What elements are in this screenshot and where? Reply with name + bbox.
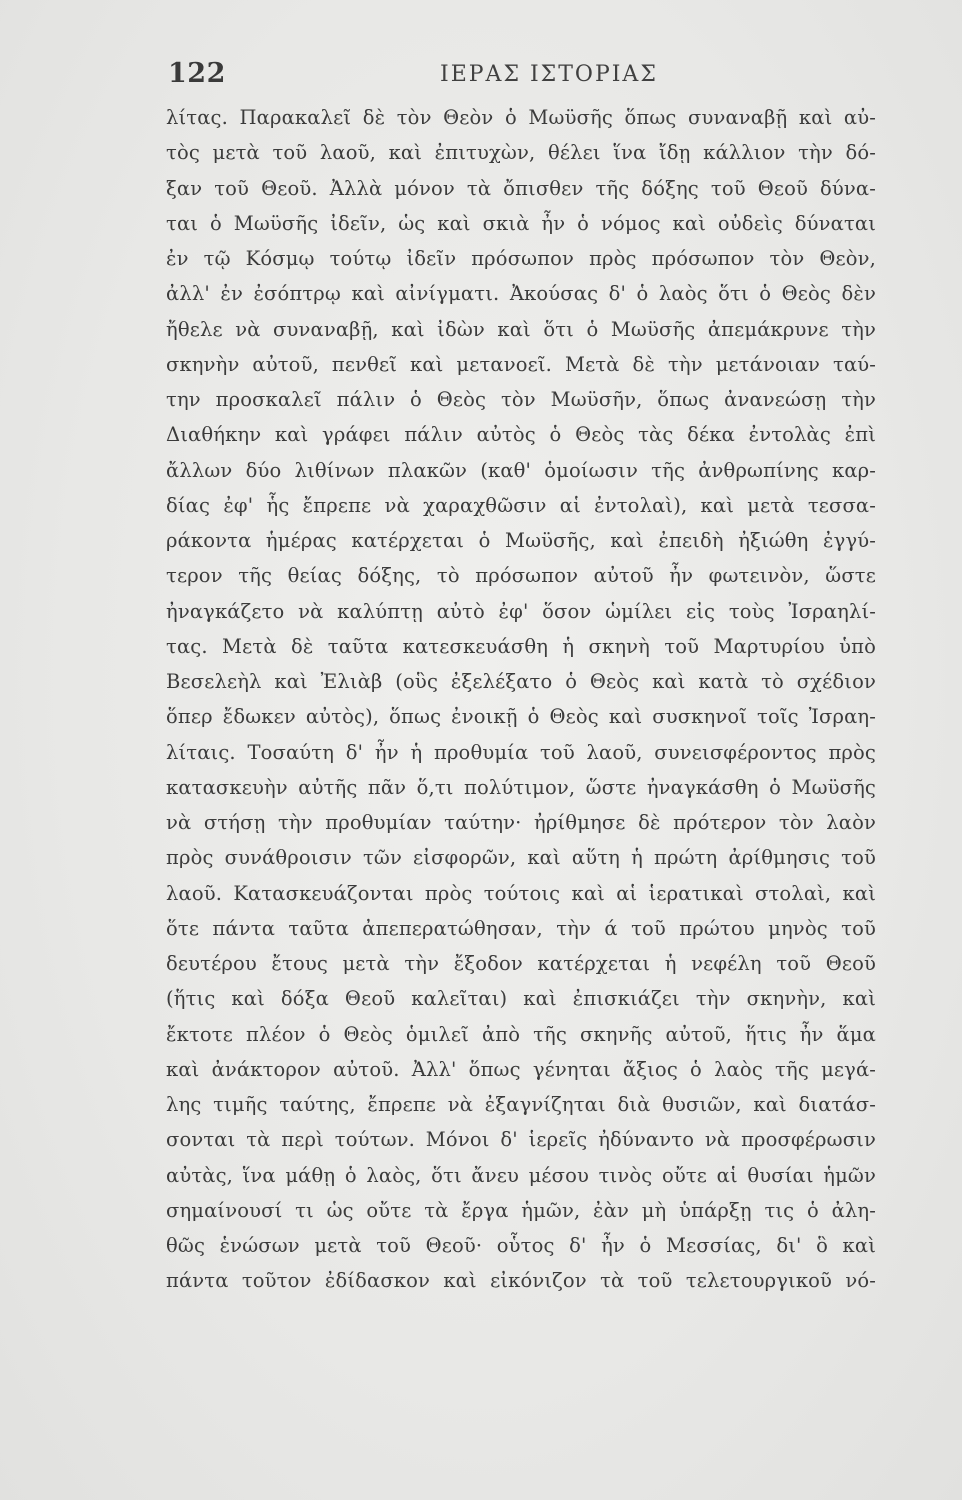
text-line: λαοῦ. Κατασκευάζονται πρὸς τούτοις καὶ αἱ ἱερατικαὶ στολαὶ, καὶ: [166, 881, 876, 905]
text-line: λίταις. Τοσαύτη δ' ἦν ἡ προθυμία τοῦ λαοῦ, συνεισφέροντος πρὸς: [166, 740, 876, 764]
text-line: (ἥτις καὶ δόξα Θεοῦ καλεῖται) καὶ ἐπισκιάζει τὴν σκηνὴν, καὶ: [166, 987, 876, 1011]
text-line: ται ὁ Μωϋσῆς ἰδεῖν, ὡς καὶ σκιὰ ἦν ὁ νόμος καὶ οὐδεὶς δύναται: [166, 211, 876, 235]
text-line: Διαθήκην καὶ γράφει πάλιν αὐτὸς ὁ Θεὸς τὰς δέκα ἐντολὰς ἐπὶ: [166, 423, 876, 447]
page-number: 122: [168, 58, 226, 89]
text-line: νὰ στήσῃ τὴν προθυμίαν ταύτην· ἠρίθμησε δὲ πρότερον τὸν λαὸν: [166, 811, 876, 834]
text-line: Βεσελεὴλ καὶ Ἐλιὰβ (οὓς ἐξελέξατο ὁ Θεὸς καὶ κατὰ τὸ σχέδιον: [166, 670, 876, 693]
text-line: ἠναγκάζετο νὰ καλύπτῃ αὐτὸ ἐφ' ὅσον ὡμίλει εἰς τοὺς Ἰσραηλί-: [166, 599, 876, 623]
text-line: την προσκαλεῖ πάλιν ὁ Θεὸς τὸν Μωϋσῆν, ὅπως ἀνανεώσῃ τὴν: [166, 388, 876, 411]
text-line: ἀλλ' ἐν ἐσόπτρῳ καὶ αἰνίγματι. Ἀκούσας δ' ὁ λαὸς ὅτι ὁ Θεὸς δὲν: [166, 282, 876, 306]
text-line: ράκοντα ἡμέρας κατέρχεται ὁ Μωϋσῆς, καὶ ἐπειδὴ ἠξιώθη ἐγγύ-: [166, 529, 876, 552]
text-line: ἤθελε νὰ συναναβῇ, καὶ ἰδὼν καὶ ὅτι ὁ Μωϋσῆς ἀπεμάκρυνε τὴν: [166, 317, 876, 341]
text-line: δευτέρου ἔτους μετὰ τὴν ἔξοδον κατέρχεται ἡ νεφέλη τοῦ Θεοῦ: [166, 952, 876, 975]
text-line: καὶ ἀνάκτορον αὐτοῦ. Ἀλλ' ὅπως γένηται ἄξιος ὁ λαὸς τῆς μεγά-: [166, 1057, 876, 1081]
text-line: σκηνὴν αὐτοῦ, πενθεῖ καὶ μετανοεῖ. Μετὰ δὲ τὴν μετάνοιαν ταύ-: [166, 352, 876, 376]
text-line: τὸς μετὰ τοῦ λαοῦ, καὶ ἐπιτυχὼν, θέλει ἵνα ἴδῃ κάλλιον τὴν δό-: [166, 141, 876, 165]
text-line: λίτας. Παρακαλεῖ δὲ τὸν Θεὸν ὁ Μωϋσῆς ὅπως συναναβῇ καὶ αὐ-: [166, 106, 876, 129]
text-line: θῶς ἑνώσων μετὰ τοῦ Θεοῦ· οὗτος δ' ἦν ὁ Μεσσίας, δι' ὃ καὶ: [166, 1234, 876, 1257]
text-line: ἔκτοτε πλέον ὁ Θεὸς ὁμιλεῖ ἀπὸ τῆς σκηνῆς αὐτοῦ, ἥτις ἦν ἅμα: [166, 1022, 876, 1046]
text-line: ὅτε πάντα ταῦτα ἀπεπερατώθησαν, τὴν ά τοῦ πρώτου μηνὸς τοῦ: [166, 916, 876, 940]
text-line: κατασκευὴν αὐτῆς πᾶν ὅ,τι πολύτιμον, ὥστε ἠναγκάσθη ὁ Μωϋσῆς: [166, 775, 876, 799]
text-line: ξαν τοῦ Θεοῦ. Ἀλλὰ μόνον τὰ ὄπισθεν τῆς δόξης τοῦ Θεοῦ δύνα-: [166, 176, 876, 200]
text-line: τας. Μετὰ δὲ ταῦτα κατεσκευάσθη ἡ σκηνὴ τοῦ Μαρτυρίου ὑπὸ: [166, 634, 876, 658]
text-line: πάντα τοῦτον ἐδίδασκον καὶ εἰκόνιζον τὰ τοῦ τελετουργικοῦ νό-: [166, 1269, 876, 1293]
text-line: δίας ἐφ' ἧς ἔπρεπε νὰ χαραχθῶσιν αἱ ἐντολαὶ), καὶ μετὰ τεσσα-: [166, 493, 876, 517]
text-line: αὐτὰς, ἵνα μάθῃ ὁ λαὸς, ὅτι ἄνευ μέσου τινὸς οὔτε αἱ θυσίαι ἡμῶν: [166, 1163, 876, 1187]
text-line: σονται τὰ περὶ τούτων. Μόνοι δ' ἱερεῖς ἠδύναντο νὰ προσφέρωσιν: [166, 1128, 876, 1152]
text-line: ἄλλων δύο λιθίνων πλακῶν (καθ' ὁμοίωσιν τῆς ἀνθρωπίνης καρ-: [166, 458, 876, 482]
text-line: ὅπερ ἔδωκεν αὐτὸς), ὅπως ἐνοικῇ ὁ Θεὸς καὶ συσκηνοῖ τοῖς Ἰσραη-: [166, 705, 876, 729]
text-line: πρὸς συνάθροισιν τῶν εἰσφορῶν, καὶ αὕτη ἡ πρώτη ἀρίθμησις τοῦ: [166, 846, 876, 870]
body-text: [166, 100, 876, 1299]
text-line: τερον τῆς θείας δόξης, τὸ πρόσωπον αὐτοῦ ἦν φωτεινὸν, ὥστε: [166, 564, 876, 588]
text-line: σημαίνουσί τι ὡς οὔτε τὰ ἔργα ἡμῶν, ἐὰν μὴ ὑπάρξῃ τις ὁ ἀλη-: [166, 1198, 876, 1222]
text-line: ἐν τῷ Κόσμῳ τούτῳ ἰδεῖν πρόσωπον πρὸς πρόσωπον τὸν Θεὸν,: [166, 247, 876, 270]
text-line: λης τιμῆς ταύτης, ἔπρεπε νὰ ἐξαγνίζηται διὰ θυσιῶν, καὶ διατάσ-: [166, 1093, 876, 1116]
running-head: ΙΕΡΑΣ ΙΣΤΟΡΙΑΣ: [440, 62, 658, 87]
page-header: [168, 58, 872, 98]
